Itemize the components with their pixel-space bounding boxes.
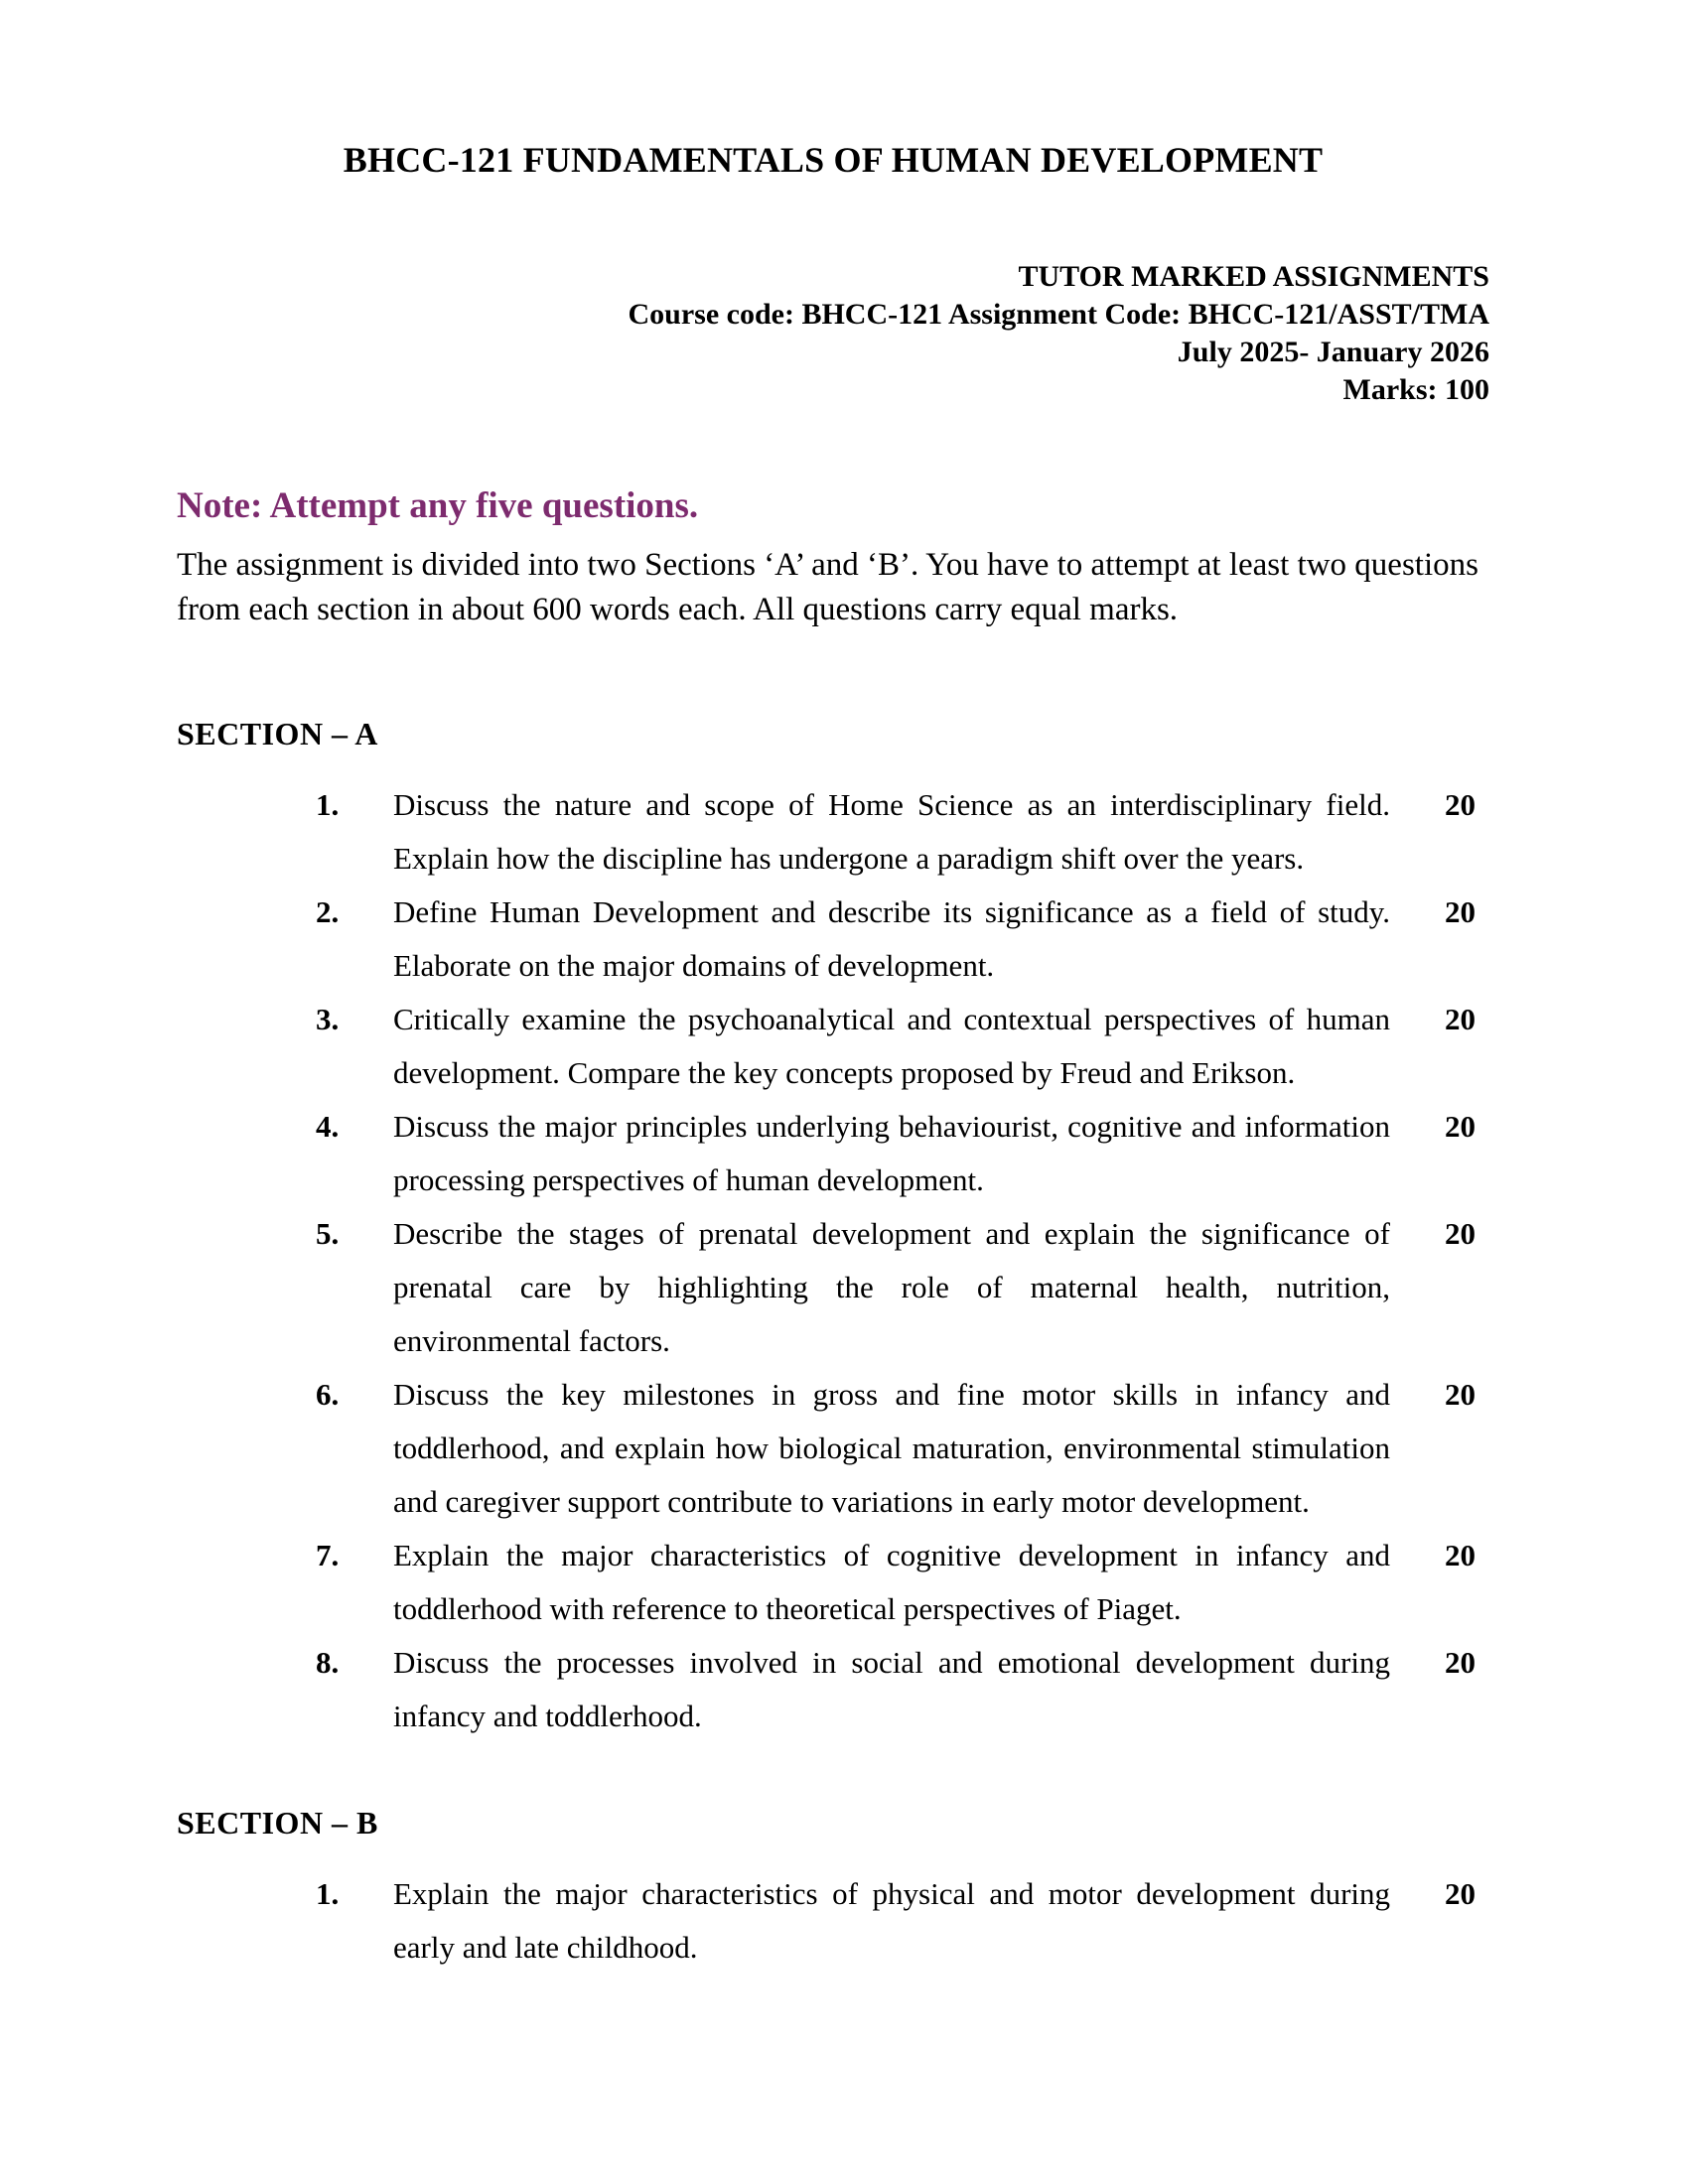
section-block	[177, 1805, 1489, 1975]
question-text: Discuss the nature and scope of Home Science as an interdisciplinary field. Explain how the discipline has undergone a paradigm shift over the years.	[393, 787, 1390, 876]
question-row	[177, 886, 1489, 993]
question-text: Critically examine the psychoanalytical and contextual perspectives of human development. Compare the key concepts proposed by Freud and Erikson.	[393, 1002, 1390, 1090]
question-text: Define Human Development and describe its significance as a field of study. Elaborate on the major domains of development.	[393, 894, 1390, 983]
question-number: 1.	[316, 787, 340, 822]
section-heading: SECTION – A	[177, 716, 378, 751]
question-row	[177, 778, 1489, 886]
question-number: 7.	[316, 1538, 340, 1572]
question-row	[177, 1207, 1489, 1368]
question-number: 5.	[316, 1216, 340, 1251]
question-marks: 20	[1445, 1645, 1476, 1680]
question-number: 2.	[316, 894, 340, 929]
question-list	[177, 1867, 1489, 1975]
assignment-header	[177, 258, 1489, 409]
section-heading: SECTION – B	[177, 1805, 378, 1841]
question-number: 3.	[316, 1002, 340, 1036]
question-marks: 20	[1445, 1876, 1476, 1911]
header-marks: Marks: 100	[1342, 373, 1489, 406]
question-text: Discuss the key milestones in gross and fine motor skills in infancy and toddlerhood, and explain how biological maturation, environmental stimulation and caregiver support contribute to variations in early motor development.	[393, 1377, 1390, 1519]
question-row	[177, 1636, 1489, 1743]
question-text: Discuss the processes involved in social and emotional development during infancy and toddlerhood.	[393, 1645, 1390, 1733]
question-text: Explain the major characteristics of cognitive development in infancy and toddlerhood with reference to theoretical perspectives of Piaget.	[393, 1538, 1390, 1626]
question-text: Explain the major characteristics of physical and motor development during early and late childhood.	[393, 1876, 1390, 1965]
question-row	[177, 1867, 1489, 1975]
question-row	[177, 1368, 1489, 1529]
question-list	[177, 778, 1489, 1743]
question-marks: 20	[1445, 1002, 1476, 1036]
header-session: July 2025- January 2026	[1177, 336, 1489, 368]
question-row	[177, 1100, 1489, 1207]
note-heading: Note: Attempt any five questions.	[177, 485, 699, 526]
section-block	[177, 716, 1489, 1743]
intro-paragraph: The assignment is divided into two Sections ‘A’ and ‘B’. You have to attempt at least two questions from each section in about 600 words each. All questions carry equal marks.	[177, 547, 1478, 627]
question-marks: 20	[1445, 1216, 1476, 1251]
header-course-code: Course code: BHCC-121 Assignment Code: BHCC-121/ASST/TMA	[628, 298, 1489, 331]
question-number: 4.	[316, 1109, 340, 1144]
question-marks: 20	[1445, 894, 1476, 929]
question-text: Describe the stages of prenatal development and explain the significance of prenatal care by highlighting the role of maternal health, nutrition, environmental factors.	[393, 1216, 1390, 1358]
question-number: 1.	[316, 1876, 340, 1911]
header-assignment-type: TUTOR MARKED ASSIGNMENTS	[1018, 260, 1489, 293]
question-marks: 20	[1445, 1377, 1476, 1412]
question-number: 6.	[316, 1377, 340, 1412]
page-title: BHCC-121 FUNDAMENTALS OF HUMAN DEVELOPMENT	[343, 140, 1324, 180]
question-row	[177, 1529, 1489, 1636]
question-text: Discuss the major principles underlying behaviourist, cognitive and information processing perspectives of human development.	[393, 1109, 1390, 1197]
question-marks: 20	[1445, 1538, 1476, 1572]
sections-container	[177, 716, 1489, 1975]
question-marks: 20	[1445, 787, 1476, 822]
question-row	[177, 993, 1489, 1100]
question-marks: 20	[1445, 1109, 1476, 1144]
question-number: 8.	[316, 1645, 340, 1680]
